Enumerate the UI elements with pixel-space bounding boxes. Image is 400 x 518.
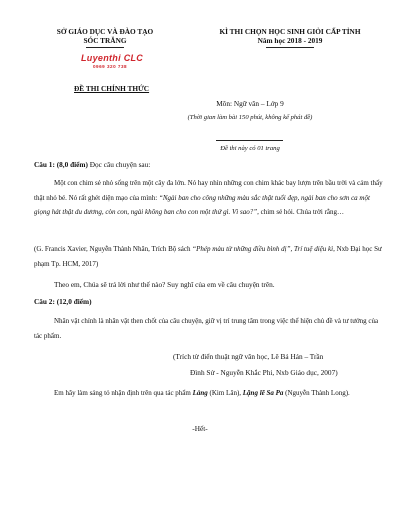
citation-line1: (Trích từ điển thuật ngữ văn học, Lê Bá Hán – Trần [173,352,324,361]
end-mark: -Hết- [192,424,208,433]
stamp-title: Luyenthi CLC [81,53,144,63]
question1-heading [34,160,150,169]
province-name: SÓC TRĂNG [83,36,127,45]
source-part2: , Nxb Đại học Sư phạm Tp. HCM, 2017) [34,245,382,268]
section-divider [216,140,283,141]
question1-prompt: Theo em, Chúa sẽ trả lời như thế nào? Suy nghĩ của em về câu chuyện trên. [54,280,275,289]
work2-title: Lặng lẽ Sa Pa [242,389,284,397]
stamp-phone: 0969 320 738 [93,64,128,69]
story-part2: , chim sẻ hỏi. Chúa trời rằng… [257,208,345,217]
pages-note: Đề thi này có 01 trang [220,145,280,152]
header-left-underline [86,47,124,48]
work1-author: (Kim Lân), [207,389,243,397]
story-part1: Một con chim sẻ nhỏ sống trên một cây đa lớn. Nó hay nhìn những con chim khác bay lượn trên bầu trời và cảm thấy thật nhỏ bé. Nó rất ghét diện mạo của mình: [34,179,383,202]
question1-source [34,242,384,271]
source-title: “Phép màu từ những điều bình dị”, Trí tuệ diệu kì [192,245,334,253]
time-note: (Thời gian làm bài 150 phút, không kể phát đề) [187,114,313,121]
header-right-underline [266,47,314,48]
subject-line: Môn: Ngữ văn – Lớp 9 [216,99,284,108]
work2-author: (Nguyễn Thành Long). [283,389,350,397]
question2-prompt [34,386,384,401]
official-exam-label: ĐỀ THI CHÍNH THỨC [74,84,150,93]
question1-story [34,176,384,220]
question2-label: Câu 2: (12,0 điểm) [34,297,92,306]
question2-quote: Nhân vật chính là nhân vật then chốt của câu chuyện, giữ vị trí trung tâm trong việc thể hiện chủ đề và tư tưởng của tác phẩm. [34,317,379,340]
question1-instruction: Đọc câu chuyện sau: [87,160,151,169]
question1-label: Câu 1: (8,0 điểm) [34,160,88,169]
school-year: Năm học 2018 - 2019 [257,36,323,45]
exam-name: KÌ THI CHỌN HỌC SINH GIỎI CẤP TỈNH [219,27,361,36]
department-name: SỞ GIÁO DỤC VÀ ĐÀO TẠO [56,27,154,36]
work1-title: Làng [192,389,208,397]
story-quote: “Ngài ban cho công những màu sắc thật tuổi đẹp, ngài ban cho sơn ca một giọng hát thật du dương, còn con, ngài không ban cho con một thứ gì. Vì sao?” [34,193,370,217]
source-part1: (G. Francis Xavier, Nguyễn Thành Nhân, Trích Bộ sách [34,245,193,253]
citation-line2: Đình Sử - Nguyễn Khắc Phi, Nxb Giáo dục, 2007) [190,368,338,377]
prompt-part1: Em hãy làm sáng tỏ nhận định trên qua tác phẩm [54,389,193,397]
